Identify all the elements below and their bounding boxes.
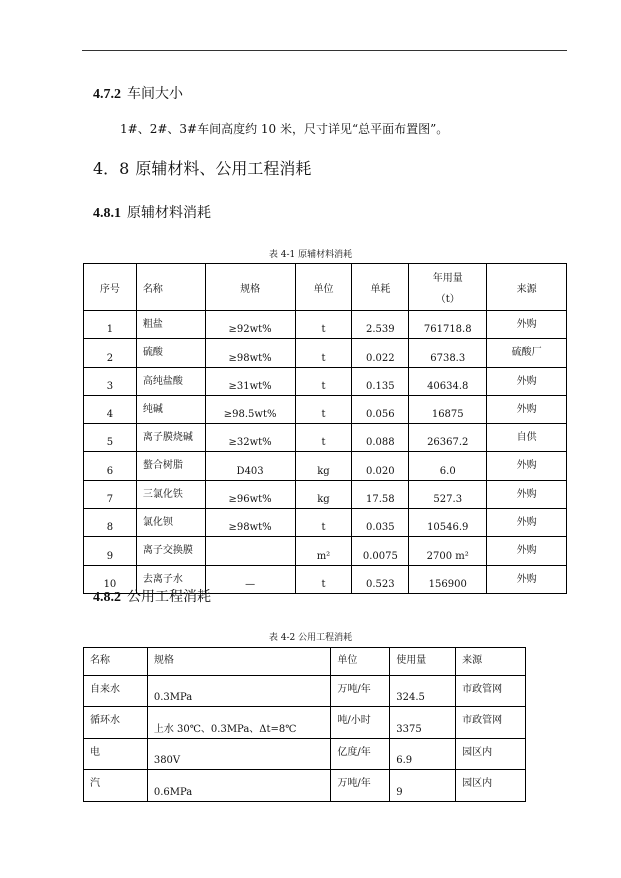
- table-4-1-caption: 表 4-1 原辅材料消耗: [268, 250, 353, 260]
- header-no: 序号: [84, 264, 137, 311]
- cell-annual-amount: 16875: [409, 395, 487, 423]
- cell-consumption: 0.022: [352, 339, 409, 367]
- cell-annual-amount: 2700 m²: [409, 537, 487, 565]
- cell-name: 氯化钡: [136, 509, 205, 537]
- cell-spec: 0.3MPa: [147, 675, 331, 707]
- workshop-size-text: 1#、2#、3#车间高度约 10 米，尺寸详见“总平面布置图”。: [120, 122, 449, 136]
- header-source: 来源: [456, 648, 526, 676]
- header-spec: 规格: [147, 648, 331, 676]
- cell-unit: t: [295, 509, 352, 537]
- cell-name: 螯合树脂: [136, 452, 205, 480]
- cell-spec: 380V: [147, 738, 331, 770]
- section-title: 车间大小: [127, 86, 183, 102]
- cell-unit: 亿度/年: [331, 738, 390, 770]
- cell-unit: 万吨/年: [331, 770, 390, 802]
- cell-spec: ≥98wt%: [205, 339, 295, 367]
- raw-materials-table: [83, 263, 567, 594]
- heading-4-7-2: [93, 83, 183, 103]
- header-usage: 使用量: [390, 648, 456, 676]
- table-row: [84, 707, 526, 739]
- cell-unit: t: [295, 367, 352, 395]
- cell-source: 硫酸厂: [487, 339, 567, 367]
- cell-no: 9: [84, 537, 137, 565]
- cell-consumption: 0.035: [352, 509, 409, 537]
- cell-no: 2: [84, 339, 137, 367]
- cell-no: 1: [84, 311, 137, 339]
- cell-source: 外购: [487, 509, 567, 537]
- cell-name: 电: [84, 738, 148, 770]
- table-row: [84, 480, 567, 508]
- table-row: [84, 339, 567, 367]
- table-row: [84, 675, 526, 707]
- cell-usage: 3375: [390, 707, 456, 739]
- table-row: [84, 367, 567, 395]
- cell-unit: kg: [295, 452, 352, 480]
- section-number: 4.8.1: [93, 206, 121, 221]
- cell-source: 市政管网: [456, 675, 526, 707]
- cell-spec: ≥32wt%: [205, 424, 295, 452]
- cell-annual-amount: 40634.8: [409, 367, 487, 395]
- cell-spec: ≥31wt%: [205, 367, 295, 395]
- header-unit: 单位: [331, 648, 390, 676]
- cell-name: 自来水: [84, 675, 148, 707]
- cell-annual-amount: 527.3: [409, 480, 487, 508]
- cell-name: 高纯盐酸: [136, 367, 205, 395]
- cell-unit: 万吨/年: [331, 675, 390, 707]
- heading-4-8-2: [93, 586, 211, 606]
- cell-annual-amount: 10546.9: [409, 509, 487, 537]
- cell-usage: 9: [390, 770, 456, 802]
- table-row: [84, 395, 567, 423]
- table-row: [84, 738, 526, 770]
- cell-source: 外购: [487, 565, 567, 593]
- table-row: [84, 770, 526, 802]
- cell-name: 离子交换膜: [136, 537, 205, 565]
- cell-spec: [205, 537, 295, 565]
- cell-consumption: 0.135: [352, 367, 409, 395]
- cell-spec: —: [205, 565, 295, 593]
- table-row: [84, 311, 567, 339]
- header-annual-amount-label: 年用量: [432, 273, 463, 284]
- cell-annual-amount: 6738.3: [409, 339, 487, 367]
- table-header-row: [84, 264, 567, 311]
- cell-consumption: 0.523: [352, 565, 409, 593]
- header-consumption: 单耗: [352, 264, 409, 311]
- cell-unit: kg: [295, 480, 352, 508]
- cell-name: 去离子水: [136, 565, 205, 593]
- cell-annual-amount: 156900: [409, 565, 487, 593]
- table-4-2-caption: 表 4-2 公用工程消耗: [268, 633, 353, 643]
- header-annual-amount: [409, 264, 487, 311]
- cell-unit: 吨/小时: [331, 707, 390, 739]
- cell-source: 外购: [487, 367, 567, 395]
- cell-no: 4: [84, 395, 137, 423]
- cell-name: 粗盐: [136, 311, 205, 339]
- heading-4-8: [93, 156, 311, 179]
- cell-spec: ≥98.5wt%: [205, 395, 295, 423]
- cell-spec: ≥98wt%: [205, 509, 295, 537]
- header-unit: 单位: [295, 264, 352, 311]
- section-number: 4.8.2: [93, 590, 121, 605]
- cell-source: 外购: [487, 537, 567, 565]
- cell-spec: ≥92wt%: [205, 311, 295, 339]
- cell-source: 外购: [487, 395, 567, 423]
- cell-usage: 6.9: [390, 738, 456, 770]
- cell-unit: t: [295, 339, 352, 367]
- section-title: 原辅材料消耗: [127, 205, 211, 221]
- utilities-table: [83, 647, 526, 802]
- header-name: 名称: [136, 264, 205, 311]
- header-spec: 规格: [205, 264, 295, 311]
- cell-name: 三氯化铁: [136, 480, 205, 508]
- table-header-row: [84, 648, 526, 676]
- table-row: [84, 537, 567, 565]
- section-number: 4．8: [93, 159, 130, 178]
- cell-source: 自供: [487, 424, 567, 452]
- section-number: 4.7.2: [93, 87, 121, 102]
- cell-no: 8: [84, 509, 137, 537]
- cell-name: 汽: [84, 770, 148, 802]
- cell-no: 5: [84, 424, 137, 452]
- cell-unit: t: [295, 565, 352, 593]
- cell-consumption: 17.58: [352, 480, 409, 508]
- cell-consumption: 0.056: [352, 395, 409, 423]
- cell-consumption: 0.0075: [352, 537, 409, 565]
- cell-consumption: 2.539: [352, 311, 409, 339]
- cell-source: 外购: [487, 452, 567, 480]
- cell-spec: 0.6MPa: [147, 770, 331, 802]
- cell-spec: ≥96wt%: [205, 480, 295, 508]
- cell-annual-amount: 6.0: [409, 452, 487, 480]
- section-title: 公用工程消耗: [127, 589, 211, 605]
- cell-name: 离子膜烧碱: [136, 424, 205, 452]
- header-source: 来源: [487, 264, 567, 311]
- header-annual-amount-unit: （t）: [435, 294, 460, 305]
- cell-annual-amount: 26367.2: [409, 424, 487, 452]
- cell-unit: t: [295, 311, 352, 339]
- cell-source: 市政管网: [456, 707, 526, 739]
- cell-name: 循环水: [84, 707, 148, 739]
- cell-unit: t: [295, 424, 352, 452]
- section-title: 原辅材料、公用工程消耗: [135, 159, 312, 178]
- cell-usage: 324.5: [390, 675, 456, 707]
- cell-no: 6: [84, 452, 137, 480]
- cell-source: 园区内: [456, 770, 526, 802]
- cell-unit: t: [295, 395, 352, 423]
- cell-no: 3: [84, 367, 137, 395]
- cell-unit: m²: [295, 537, 352, 565]
- heading-4-8-1: [93, 202, 211, 222]
- cell-name: 纯碱: [136, 395, 205, 423]
- cell-consumption: 0.020: [352, 452, 409, 480]
- cell-no: 10: [84, 565, 137, 593]
- table-row: [84, 452, 567, 480]
- cell-annual-amount: 761718.8: [409, 311, 487, 339]
- header-name: 名称: [84, 648, 148, 676]
- cell-spec: D403: [205, 452, 295, 480]
- cell-source: 外购: [487, 311, 567, 339]
- cell-no: 7: [84, 480, 137, 508]
- table-row: [84, 509, 567, 537]
- cell-source: 园区内: [456, 738, 526, 770]
- cell-spec: 上水 30℃、0.3MPa、Δt=8℃: [147, 707, 331, 739]
- header-rule: [82, 50, 567, 51]
- table-row: [84, 424, 567, 452]
- cell-name: 硫酸: [136, 339, 205, 367]
- cell-consumption: 0.088: [352, 424, 409, 452]
- cell-source: 外购: [487, 480, 567, 508]
